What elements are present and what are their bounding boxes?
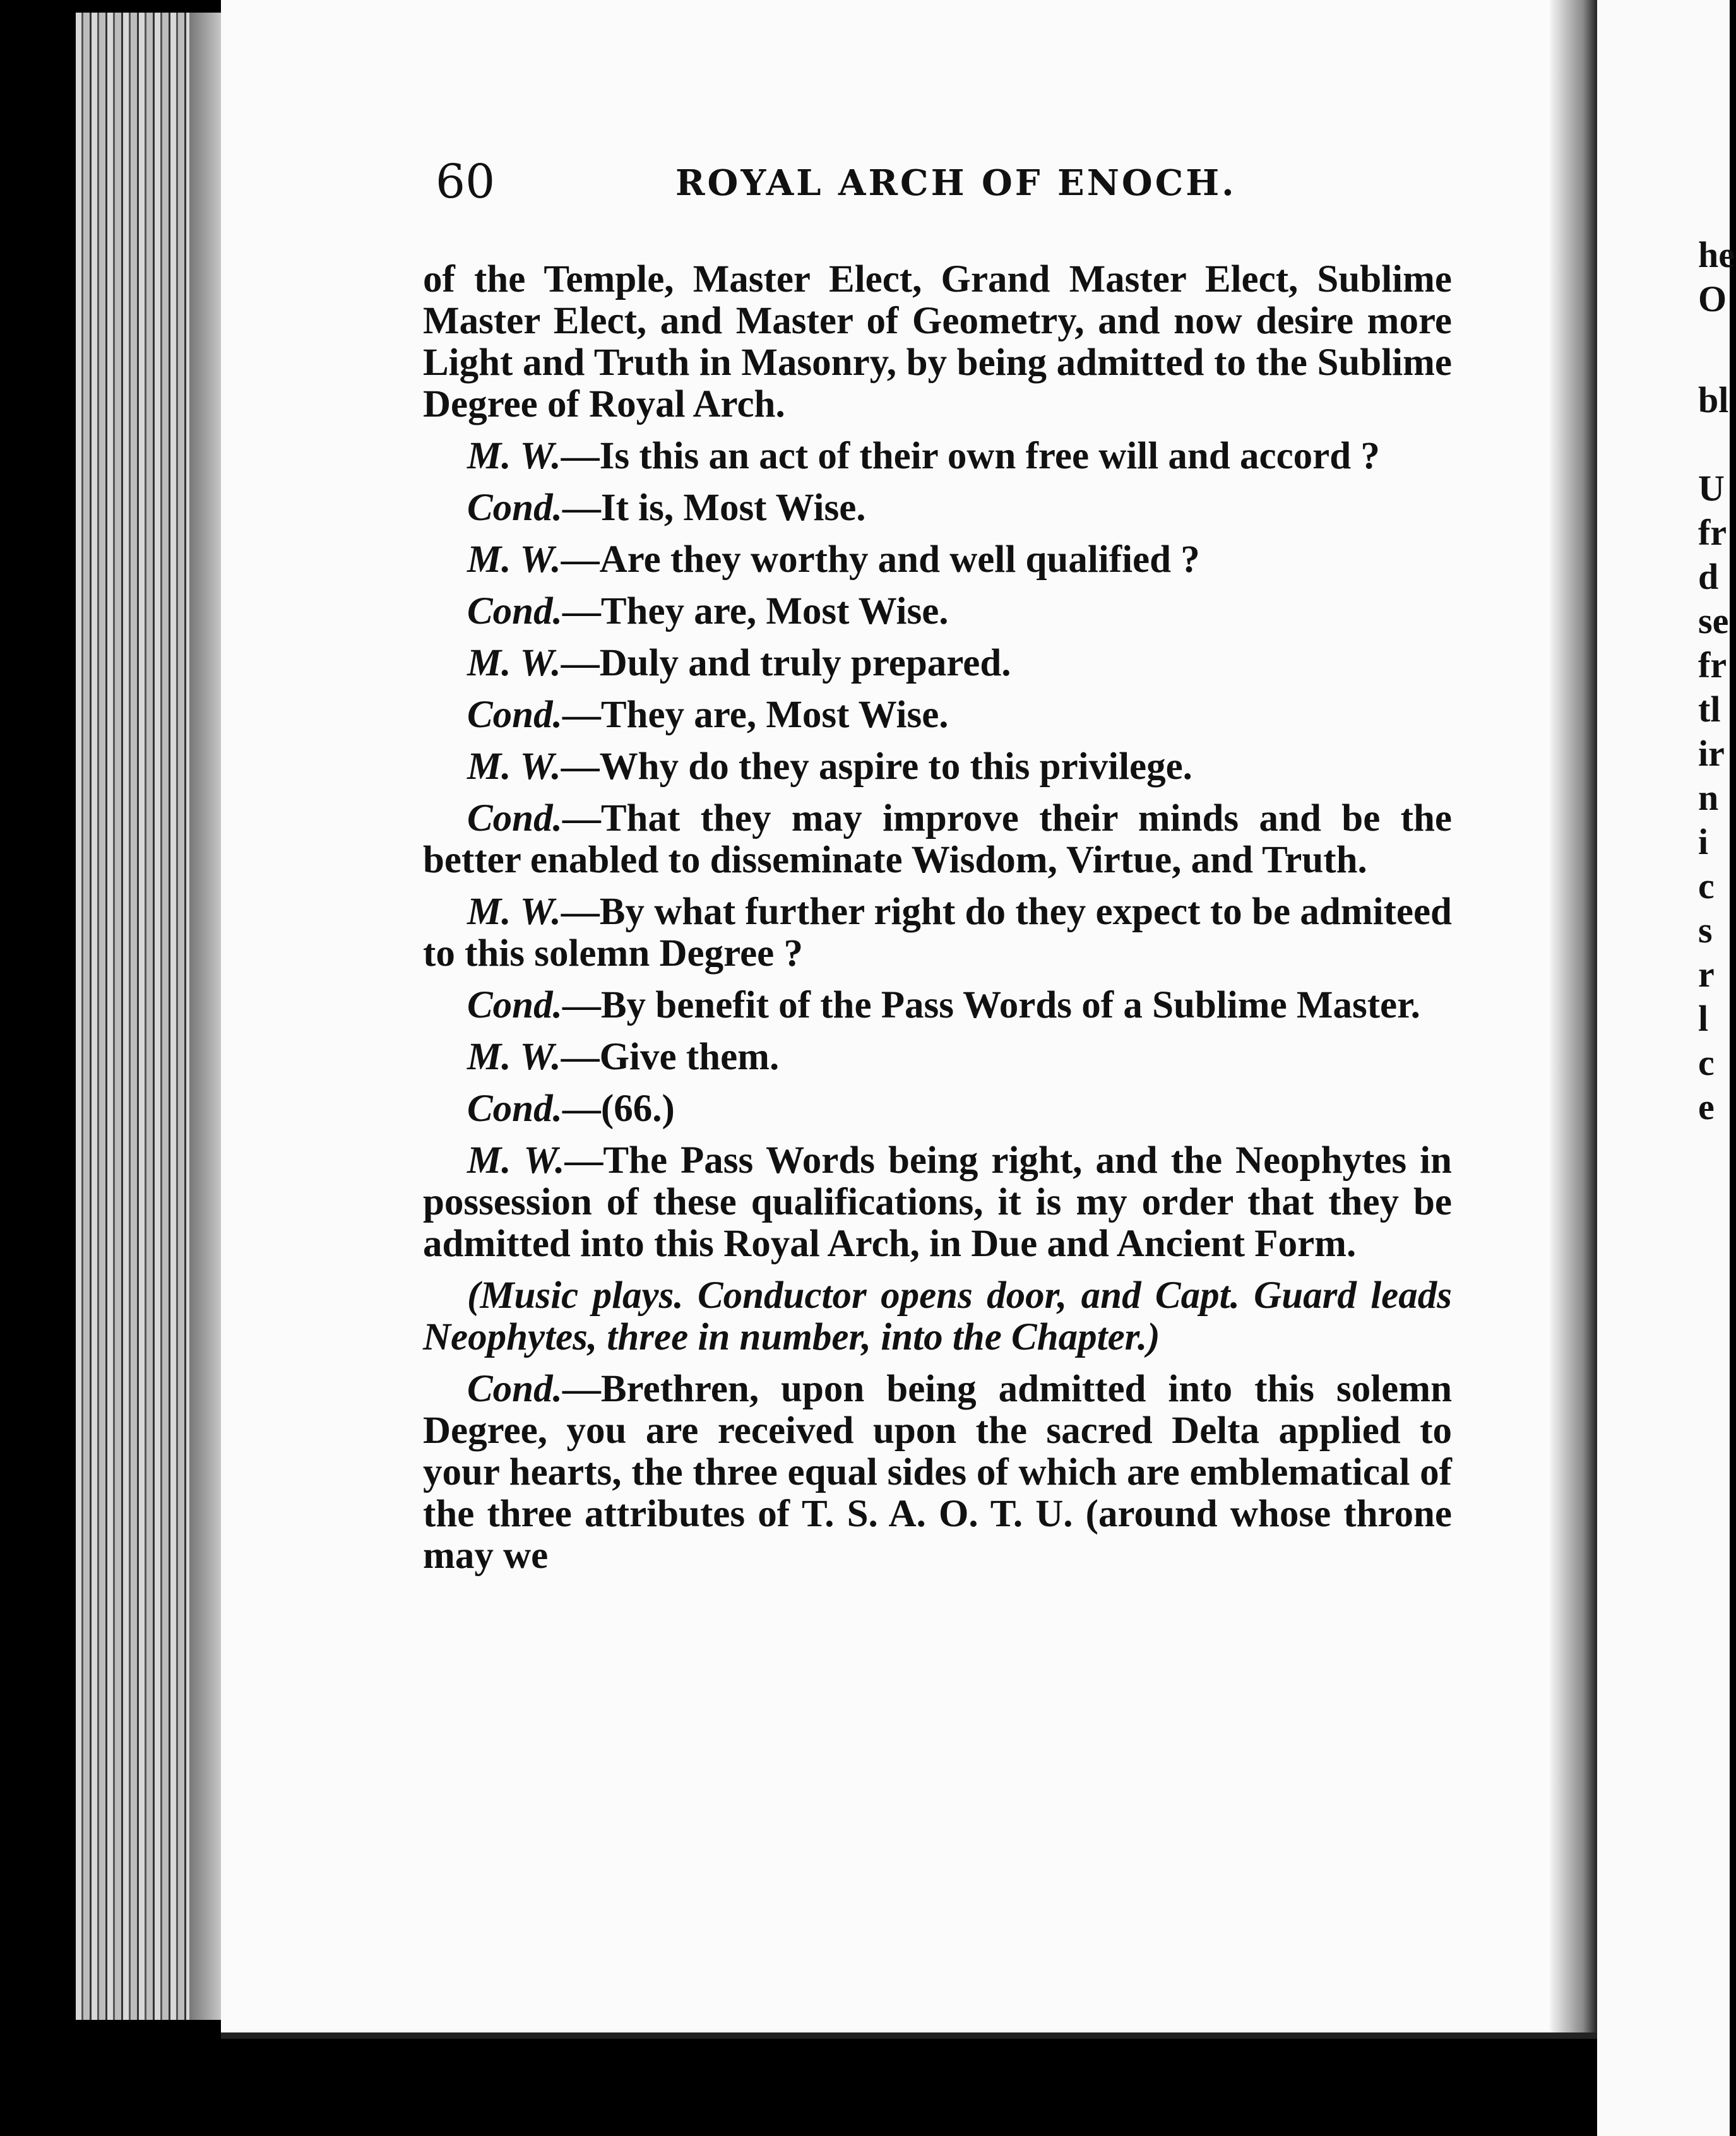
dialogue-text: —By what further right do they expect to be admiteed to this solemn Degree ?: [423, 891, 1452, 975]
speaker-label: M. W.: [467, 891, 561, 933]
dialogue-text: —Are they worthy and well qualified ?: [561, 538, 1200, 581]
fragment: d: [1698, 556, 1719, 597]
speaker-label: M. W.: [467, 1139, 565, 1182]
dialogue-text: —They are, Most Wise.: [562, 694, 949, 736]
dialogue-line: [423, 891, 1452, 975]
fragment: se: [1698, 600, 1729, 641]
dialogue-line: [423, 643, 1452, 684]
speaker-label: M. W.: [467, 435, 561, 477]
fragment: U: [1698, 468, 1725, 509]
speaker-label: M. W.: [467, 745, 561, 788]
speaker-label: M. W.: [467, 538, 561, 581]
dialogue-line: [423, 746, 1452, 788]
fragment: n: [1698, 777, 1719, 818]
dialogue-line: [423, 487, 1452, 529]
stage-direction-text: (Music plays. Conductor opens door, and Capt. Guard leads Neophytes, three in number, into the Chapter.): [423, 1274, 1452, 1358]
fragment: fr: [1698, 644, 1727, 685]
paragraph-text: of the Temple, Master Elect, Grand Master Elect, Sublime Master Elect, and Master of Geometry, and now desire more Light and Truth in Masonry, by being admitted to the Sublime Degree of Royal Arch.: [423, 258, 1452, 425]
fragment: fr: [1698, 512, 1727, 553]
dialogue-text: —Brethren, upon being admitted into this solemn Degree, you are received upon the sacred Delta applied to your hearts, the three equal sides of which are emblematical of the three attributes of T. S. A. O. T. U. (around whose throne may we: [423, 1368, 1452, 1577]
dialogue-text: —Is this an act of their own free will and accord ?: [561, 435, 1380, 477]
fragment: he: [1698, 234, 1735, 275]
speaker-label: M. W.: [467, 642, 561, 684]
stage-direction: [423, 1275, 1452, 1358]
speaker-label: Cond.: [467, 1368, 562, 1410]
speaker-label: Cond.: [467, 590, 562, 632]
dialogue-line: [423, 798, 1452, 881]
speaker-label: Cond.: [467, 487, 562, 529]
speaker-label: Cond.: [467, 984, 562, 1026]
dialogue-line: [423, 436, 1452, 477]
dialogue-line: [423, 539, 1452, 581]
dialogue-text: —Give them.: [561, 1036, 780, 1078]
dialogue-line: [423, 1368, 1452, 1577]
dialogue-text: —The Pass Words being right, and the Neophytes in possession of these qualifications, it is my order that they be admitted into this Royal Arch, in Due and Ancient Form.: [423, 1139, 1452, 1265]
dialogue-text: —It is, Most Wise.: [562, 487, 866, 529]
fragment: i: [1698, 821, 1709, 862]
scan-border: [0, 2039, 1597, 2136]
dialogue-line: [423, 985, 1452, 1026]
dialogue-text: —(66.): [562, 1088, 675, 1130]
speaker-label: Cond.: [467, 694, 562, 736]
fragment: r: [1698, 954, 1715, 995]
fragment: s: [1698, 910, 1713, 951]
fragment: ir: [1698, 733, 1725, 774]
dialogue-line: [423, 1140, 1452, 1265]
fragment: e: [1698, 1086, 1715, 1127]
speaker-label: Cond.: [467, 797, 562, 840]
dialogue-line: [423, 591, 1452, 632]
dialogue-text: —That they may improve their minds and be the better enabled to disseminate Wisdom, Virtue, and Truth.: [423, 797, 1452, 881]
speaker-label: Cond.: [467, 1088, 562, 1130]
fragment: bl: [1698, 379, 1729, 420]
dialogue-line: [423, 1036, 1452, 1078]
page-body: [423, 259, 1452, 1587]
page-number: 60: [436, 155, 496, 209]
fragment: l: [1698, 998, 1709, 1039]
paragraph: [423, 259, 1452, 425]
gutter-shadow: [189, 13, 224, 2020]
fragment: c: [1698, 1042, 1715, 1083]
fragment: tl: [1698, 689, 1721, 730]
fragment: c: [1698, 865, 1715, 906]
fragment: O: [1698, 278, 1727, 319]
dialogue-text: —Duly and truly prepared.: [561, 642, 1011, 684]
spine-shadow: [1550, 0, 1597, 2032]
dialogue-line: [423, 1088, 1452, 1130]
dialogue-text: —Why do they aspire to this privilege.: [561, 745, 1192, 788]
dialogue-line: [423, 694, 1452, 736]
running-title: ROYAL ARCH OF ENOCH.: [675, 162, 1237, 204]
dialogue-text: —By benefit of the Pass Words of a Sublime Master.: [562, 984, 1420, 1026]
page-header: [436, 155, 1446, 211]
dialogue-text: —They are, Most Wise.: [562, 590, 949, 632]
speaker-label: M. W.: [467, 1036, 561, 1078]
